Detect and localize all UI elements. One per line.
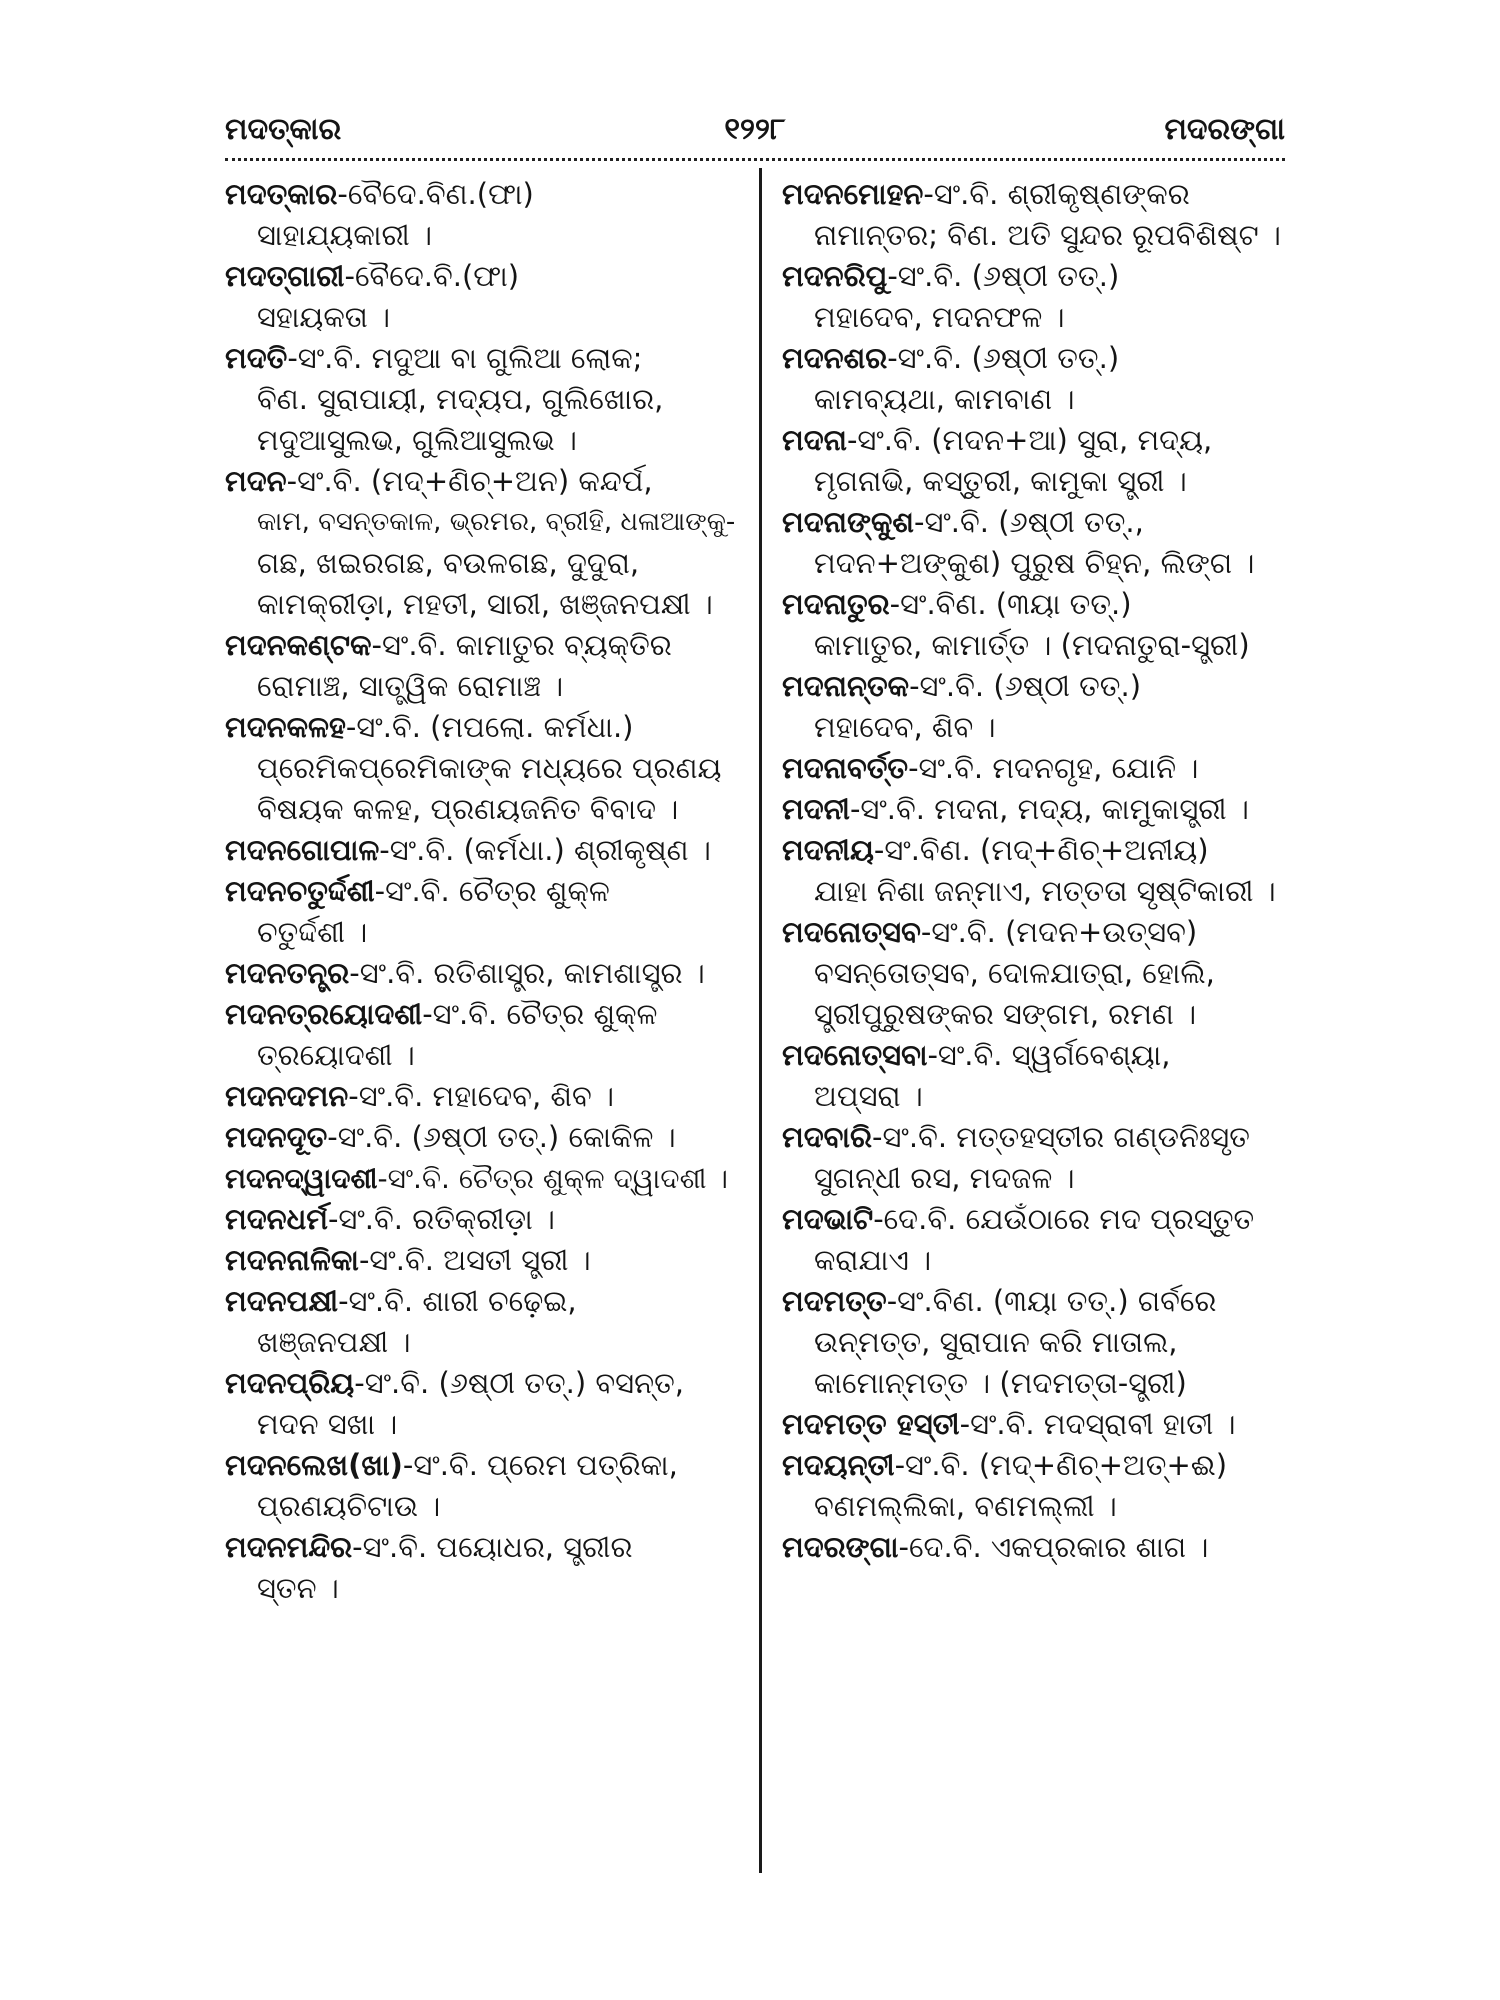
entry-continuation-line xyxy=(225,215,745,256)
dictionary-entry xyxy=(225,256,745,338)
entry-first-line xyxy=(225,1199,745,1240)
entry-definition-text: ତ୍ରୟୋଦଶୀ । xyxy=(257,1038,415,1072)
dictionary-entry xyxy=(782,1281,1287,1404)
dictionary-entry xyxy=(225,953,745,994)
entry-continuation-line xyxy=(225,1322,745,1363)
entry-headword: ମଦତ୍‌ଗାରୀ xyxy=(225,259,345,293)
entry-first-line xyxy=(225,1445,745,1486)
dictionary-entry xyxy=(225,461,745,625)
dictionary-entry xyxy=(225,830,745,871)
entry-definition-text: ମହାଦେବ, ମଦନଫଳ । xyxy=(814,300,1065,334)
dictionary-entry xyxy=(225,1363,745,1445)
entry-first-line xyxy=(225,707,745,748)
dictionary-entry xyxy=(225,1117,745,1158)
entry-first-line xyxy=(782,1035,1287,1076)
dictionary-entry xyxy=(782,1445,1287,1527)
entry-definition-text: -ସଂ.ବି. ପୟୋଧର, ସ୍ତ୍ରୀର xyxy=(352,1530,633,1564)
entry-first-line xyxy=(782,420,1287,461)
entry-definition-text: -ବୈଦେ.ବିଣ.(ଫା) xyxy=(337,177,534,211)
entry-first-line xyxy=(225,174,745,215)
dictionary-entry xyxy=(225,1240,745,1281)
entry-continuation-line xyxy=(225,1404,745,1445)
entry-headword: ମଦନପ୍ରିୟ xyxy=(225,1366,355,1400)
entry-headword: ମଦନରିପୁ xyxy=(782,259,888,293)
entry-first-line xyxy=(782,174,1287,215)
entry-definition-text: ମଦନ+ଅଙ୍କୁଶ) ପୁରୁଷ ଚିହ୍ନ, ଲିଙ୍ଗ । xyxy=(814,546,1255,580)
entry-continuation-line xyxy=(782,953,1287,994)
entry-definition-text: -ସଂ.ବି. (ମଦ୍‌+ଣିଚ୍‌+ଅତ୍‌+ଈ) xyxy=(894,1448,1228,1482)
dictionary-entry xyxy=(225,1445,745,1527)
entry-definition-text: ସହାୟକତା । xyxy=(257,300,391,334)
entry-continuation-line xyxy=(225,666,745,707)
entry-definition-text: ନାମାନ୍ତର; ବିଣ. ଅତି ସୁନ୍ଦର ରୂପବିଶିଷ୍ଟ । xyxy=(814,218,1281,252)
entry-first-line xyxy=(225,625,745,666)
entry-headword: ମଦନକଳହ xyxy=(225,710,346,744)
entry-first-line xyxy=(782,1199,1287,1240)
entry-first-line xyxy=(782,338,1287,379)
dictionary-entry xyxy=(225,707,745,830)
entry-definition-text: ବସନ୍ତୋତ୍ସବ, ଦୋଳଯାତ୍ରା, ହୋଲି, xyxy=(814,956,1215,990)
entry-headword: ମଦନୀୟ xyxy=(782,833,874,867)
dictionary-entry xyxy=(225,994,745,1076)
entry-first-line xyxy=(782,1281,1287,1322)
entry-continuation-line xyxy=(225,748,745,789)
entry-definition-text: -ସଂ.ବିଣ. (ମଦ୍‌+ଣିଚ୍‌+ଅନୀୟ) xyxy=(873,833,1209,867)
entry-definition-text: -ସଂ.ବି. ରତିକ୍ରୀଡ଼ା । xyxy=(327,1202,555,1236)
entry-headword: ମଦନାଙ୍କୁଶ xyxy=(782,505,914,539)
entry-definition-text: ଚତୁର୍ଦ୍ଦଶୀ । xyxy=(257,915,368,949)
entry-headword: ମଦନଚତୁର୍ଦ୍ଦଶୀ xyxy=(225,874,375,908)
entry-definition-text: -ସଂ.ବି. (ମଦନ+ଉତ୍ସବ) xyxy=(920,915,1198,949)
entry-headword: ମଦତ୍‌କାର xyxy=(225,177,338,211)
entry-continuation-line xyxy=(782,1322,1287,1363)
entry-first-line xyxy=(782,1527,1287,1568)
entry-definition-text: ସୁଗନ୍ଧୀ ରସ, ମଦଜଳ । xyxy=(814,1161,1075,1195)
entry-definition-text: -ସଂ.ବି. ଶ୍ରୀକୃଷ୍ଣଙ୍କର xyxy=(923,177,1190,211)
entry-first-line xyxy=(782,584,1287,625)
dictionary-entry xyxy=(782,502,1287,584)
entry-definition-text: -ସଂ.ବି. ଚୈତ୍ର ଶୁକ୍ଳ ଦ୍ୱାଦଶୀ । xyxy=(377,1162,729,1195)
header-dotted-rule xyxy=(225,158,1285,161)
entry-definition-text: ମଦୁଆସୁଲଭ, ଗୁଲିଆସୁଲଭ । xyxy=(257,423,577,457)
entry-definition-text: -ଦେ.ବି. ଯେଉଁଠାରେ ମଦ ପ୍ରସ୍ତୁତ xyxy=(873,1202,1255,1236)
left-column xyxy=(225,174,745,1609)
entry-headword: ମଦତି xyxy=(225,341,288,375)
entry-definition-text: ରୋମାଞ୍ଚ, ସାତ୍ତ୍ୱିକ ରୋମାଞ୍ଚ । xyxy=(257,669,564,703)
entry-headword: ମଦଭାଟି xyxy=(782,1202,874,1236)
entry-definition-text: ମଦନ ସଖା । xyxy=(257,1407,398,1441)
entry-headword: ମଦନାବର୍ତ୍ତ xyxy=(782,751,909,785)
entry-headword: ମଦନନାଳିକା xyxy=(225,1243,359,1277)
dictionary-entry xyxy=(225,871,745,953)
dictionary-entry xyxy=(782,1035,1287,1117)
entry-definition-text: କାମ, ବସନ୍ତକାଳ, ଭ୍ରମର, ବ୍ରୀହି, ଧଳାଆଙ୍କୁ- xyxy=(257,507,736,537)
page-number: ୧୨୨୮ xyxy=(724,112,786,147)
entry-definition-text: କରାଯାଏ । xyxy=(814,1243,932,1277)
dictionary-entry xyxy=(782,830,1287,912)
entry-definition-text: -ସଂ.ବି. ମଦସ୍ରାବୀ ହାତୀ । xyxy=(959,1407,1236,1441)
entry-headword: ମଦନପକ୍ଷୀ xyxy=(225,1284,339,1318)
entry-definition-text: -ସଂ.ବି. ଶାରୀ ଚଢ଼େଇ, xyxy=(338,1284,577,1318)
dictionary-entry xyxy=(782,1199,1287,1281)
entry-first-line xyxy=(782,912,1287,953)
entry-definition-text: -ସଂ.ବି. ମଦନା, ମଦ୍ୟ, କାମୁକାସ୍ତ୍ରୀ । xyxy=(849,792,1249,826)
entry-first-line xyxy=(225,338,745,379)
entry-continuation-line xyxy=(225,420,745,461)
entry-definition-text: ଉନ୍ମତ୍ତ, ସୁରାପାନ କରି ମାତାଲ, xyxy=(814,1325,1178,1359)
dictionary-entry xyxy=(225,338,745,461)
entry-first-line xyxy=(225,830,745,871)
entry-definition-text: -ସଂ.ବି. କାମାତୁର ବ୍ୟକ୍ତିର xyxy=(371,628,672,662)
dictionary-entry xyxy=(782,420,1287,502)
entry-first-line xyxy=(225,256,745,297)
entry-definition-text: -ସଂ.ବି. (୬ଷ୍ଠୀ ତତ୍‌., xyxy=(913,505,1144,539)
entry-first-line xyxy=(225,1527,745,1568)
dictionary-entry xyxy=(782,338,1287,420)
entry-definition-text: -ସଂ.ବି. ମଦନଗୃହ, ଯୋନି । xyxy=(908,751,1199,785)
entry-definition-text: -ସଂ.ବି. (୬ଷ୍ଠୀ ତତ୍‌.) xyxy=(887,259,1120,293)
dictionary-entry xyxy=(225,625,745,707)
entry-definition-text: ମହାଦେବ, ଶିବ । xyxy=(814,710,996,744)
entry-first-line xyxy=(782,1445,1287,1486)
entry-first-line xyxy=(782,666,1287,707)
entry-first-line xyxy=(225,1363,745,1404)
right-guide-word: ମଦରଙ୍ଗା xyxy=(1164,112,1285,147)
entry-definition-text: ସ୍ତନ । xyxy=(257,1571,339,1605)
entry-definition-text: -ସଂ.ବି. (୬ଷ୍ଠୀ ତତ୍‌.) xyxy=(909,669,1142,703)
entry-continuation-line xyxy=(225,379,745,420)
entry-definition-text: -ସଂ.ବି. (ମଦ୍‌+ଣିଚ୍‌+ଅନ) କନ୍ଦର୍ପ, xyxy=(286,464,653,498)
entry-definition-text: ପ୍ରଣୟଚିଟାଉ । xyxy=(257,1489,441,1523)
entry-first-line xyxy=(225,1117,745,1158)
entry-first-line xyxy=(782,1117,1287,1158)
entry-headword: ମଦନଦ୍ୱାଦଶୀ xyxy=(225,1162,378,1195)
entry-continuation-line xyxy=(782,707,1287,748)
entry-definition-text: -ସଂ.ବି. (ମପଲୋ. କର୍ମଧା.) xyxy=(345,710,634,744)
dictionary-entry xyxy=(782,666,1287,748)
dictionary-entry xyxy=(782,789,1287,830)
entry-first-line xyxy=(225,1076,745,1117)
entry-continuation-line xyxy=(782,1076,1287,1117)
entry-definition-text: -ସଂ.ବି. (୬ଷ୍ଠୀ ତତ୍‌.) xyxy=(887,341,1120,375)
entry-continuation-line xyxy=(225,543,745,584)
entry-definition-text: -ସଂ.ବି. (୬ଷ୍ଠୀ ତତ୍‌.) ବସନ୍ତ, xyxy=(354,1366,684,1400)
dictionary-entry xyxy=(225,1158,745,1199)
entry-first-line xyxy=(782,789,1287,830)
entry-first-line xyxy=(782,502,1287,543)
entry-continuation-line xyxy=(782,1240,1287,1281)
entry-headword: ମଦନଗୋପାଳ xyxy=(225,833,380,867)
entry-definition-text: ସ୍ତ୍ରୀପୁରୁଷଙ୍କର ସଙ୍ଗମ, ରମଣ । xyxy=(814,997,1197,1031)
entry-headword: ମଦବାରି xyxy=(782,1120,873,1154)
entry-continuation-line xyxy=(225,912,745,953)
entry-headword: ମଦନାନ୍ତକ xyxy=(782,669,910,703)
entry-headword: ମଦନତ୍ରୟୋଦଶୀ xyxy=(225,997,423,1031)
entry-definition-text: ସାହାଯ୍ୟକାରୀ । xyxy=(257,218,433,252)
entry-definition-text: କାମାତୁର, କାମାର୍ତ୍ତ । (ମଦନାତୁରା-ସ୍ତ୍ରୀ) xyxy=(814,628,1250,662)
entry-definition-text: ପ୍ରେମିକପ୍ରେମିକାଙ୍କ ମଧ୍ୟରେ ପ୍ରଣୟ xyxy=(257,751,722,785)
entry-definition-text: -ସଂ.ବି. (କର୍ମଧା.) ଶ୍ରୀକୃଷ୍ଣ । xyxy=(379,833,711,867)
entry-headword: ମଦନାତୁର xyxy=(782,587,890,621)
entry-continuation-line xyxy=(225,584,745,625)
dictionary-entry xyxy=(782,256,1287,338)
entry-definition-text: -ବୈଦେ.ବି.(ଫା) xyxy=(344,259,520,293)
dictionary-entry xyxy=(225,174,745,256)
entry-headword: ମଦନମନ୍ଦିର xyxy=(225,1530,353,1564)
column-divider xyxy=(759,168,762,1873)
entry-definition-text: -ସଂ.ବିଣ. (୩ୟା ତତ୍‌.) ଗର୍ବରେ xyxy=(886,1284,1217,1318)
entry-continuation-line xyxy=(225,502,745,543)
entry-definition-text: -ଦେ.ବି. ଏକପ୍ରକାର ଶାଗ । xyxy=(898,1530,1209,1564)
entry-definition-text: କାମୋନ୍ମତ୍ତ । (ମଦମତ୍ତା-ସ୍ତ୍ରୀ) xyxy=(814,1366,1187,1400)
entry-definition-text: -ସଂ.ବି. ଚୈତ୍ର ଶୁକ୍ଳ xyxy=(422,997,658,1031)
entry-definition-text: -ସଂ.ବି. ରତିଶାସ୍ତ୍ର, କାମଶାସ୍ତ୍ର । xyxy=(349,956,705,990)
entry-definition-text: ଅପ୍ସରା । xyxy=(814,1079,923,1113)
entry-continuation-line xyxy=(225,1568,745,1609)
dictionary-entry xyxy=(225,1527,745,1609)
entry-first-line xyxy=(225,994,745,1035)
entry-continuation-line xyxy=(782,994,1287,1035)
dictionary-entry xyxy=(225,1076,745,1117)
left-guide-word: ମଦତ୍‌କାର xyxy=(225,112,342,147)
entry-first-line xyxy=(782,830,1287,871)
entry-definition-text: -ସଂ.ବି. ଚୈତ୍ର ଶୁକ୍ଳ xyxy=(374,874,610,908)
entry-continuation-line xyxy=(225,789,745,830)
dictionary-entry xyxy=(782,748,1287,789)
dictionary-entry xyxy=(782,1404,1287,1445)
entry-headword: ମଦରଙ୍ଗା xyxy=(782,1530,899,1564)
entry-continuation-line xyxy=(225,1486,745,1527)
entry-definition-text: ଗଛ, ଖଇରଗଛ, ବଉଳଗଛ, ଦୁଦୁରା, xyxy=(257,546,640,580)
entry-definition-text: ମୃଗନାଭି, କସ୍ତୁରୀ, କାମୁକା ସ୍ତ୍ରୀ । xyxy=(814,464,1187,498)
entry-definition-text: -ସଂ.ବି. ସ୍ୱର୍ଗବେଶ୍ୟା, xyxy=(927,1038,1171,1072)
entry-continuation-line xyxy=(782,1363,1287,1404)
entry-headword: ମଦନଦୂତ xyxy=(225,1120,328,1154)
dictionary-entry xyxy=(782,1117,1287,1199)
entry-definition-text: କାମକ୍ରୀଡ଼ା, ମହତୀ, ସାରୀ, ଖଞ୍ଜନପକ୍ଷୀ । xyxy=(257,587,713,621)
entry-continuation-line xyxy=(782,215,1287,256)
entry-first-line xyxy=(225,953,745,994)
entry-definition-text: -ସଂ.ବି. (୬ଷ୍ଠୀ ତତ୍‌.) କୋକିଳ । xyxy=(327,1120,676,1154)
entry-definition-text: -ସଂ.ବି. ମତ୍ତହସ୍ତୀର ଗଣ୍ଡନିଃସୃତ xyxy=(872,1120,1250,1154)
entry-continuation-line xyxy=(782,297,1287,338)
entry-continuation-line xyxy=(782,379,1287,420)
entry-continuation-line xyxy=(782,1158,1287,1199)
entry-definition-text: -ସଂ.ବି. ମହାଦେବ, ଶିବ । xyxy=(348,1079,615,1113)
entry-continuation-line xyxy=(225,1035,745,1076)
entry-first-line xyxy=(225,1240,745,1281)
entry-headword: ମଦନକଣ୍ଟକ xyxy=(225,628,372,662)
dictionary-entry xyxy=(782,912,1287,1035)
entry-definition-text: କାମବ୍ୟଥା, କାମବାଣ । xyxy=(814,382,1075,416)
entry-definition-text: ବିଷୟକ କଳହ, ପ୍ରଣୟଜନିତ ବିବାଦ । xyxy=(257,792,679,826)
entry-headword: ମଦନୋତ୍ସବା xyxy=(782,1038,928,1072)
entry-first-line xyxy=(782,1404,1287,1445)
entry-definition-text: -ସଂ.ବି. ପ୍ରେମ ପତ୍ରିକା, xyxy=(402,1448,678,1482)
entry-headword: ମଦନା xyxy=(782,423,847,457)
entry-continuation-line xyxy=(225,297,745,338)
entry-first-line xyxy=(225,1158,745,1199)
entry-first-line xyxy=(782,748,1287,789)
entry-first-line xyxy=(225,1281,745,1322)
entry-definition-text: -ସଂ.ବି. ମଦୁଆ ବା ଗୁଲିଆ ଲୋକ; xyxy=(287,341,643,375)
entry-headword: ମଦନତନ୍ତ୍ର xyxy=(225,956,350,990)
entry-continuation-line xyxy=(782,1486,1287,1527)
entry-headword: ମଦନଶର xyxy=(782,341,888,375)
entry-headword: ମଦନଦମନ xyxy=(225,1079,349,1113)
entry-continuation-line xyxy=(782,543,1287,584)
right-column xyxy=(782,174,1287,1568)
entry-definition-text: -ସଂ.ବି. ଅସତୀ ସ୍ତ୍ରୀ । xyxy=(358,1243,591,1277)
entry-definition-text: ବିଣ. ସୁରାପାୟୀ, ମଦ୍ୟପ, ଗୁଲିଖୋର, xyxy=(257,382,664,416)
entry-definition-text: -ସଂ.ବି. (ମଦନ+ଆ) ସୁରା, ମଦ୍ୟ, xyxy=(846,423,1213,457)
entry-definition-text: ଯାହା ନିଶା ଜନ୍ମାଏ, ମତ୍ତତା ସୃଷ୍ଟିକାରୀ । xyxy=(814,874,1276,908)
entry-continuation-line xyxy=(782,871,1287,912)
entry-headword: ମଦନ xyxy=(225,464,287,498)
entry-first-line xyxy=(782,256,1287,297)
entry-headword: ମଦମତ୍ତ xyxy=(782,1284,887,1318)
entry-headword: ମଦୟନ୍ତୀ xyxy=(782,1448,895,1482)
dictionary-entry xyxy=(225,1199,745,1240)
entry-definition-text: -ସଂ.ବିଣ. (୩ୟା ତତ୍‌.) xyxy=(889,587,1132,621)
dictionary-entry xyxy=(782,1527,1287,1568)
entry-definition-text: ବଣମଲ୍ଲିକା, ବଣମଲ୍ଲୀ । xyxy=(814,1489,1117,1523)
entry-headword: ମଦନଧର୍ମ xyxy=(225,1202,328,1236)
entry-first-line xyxy=(225,871,745,912)
entry-first-line xyxy=(225,461,745,502)
dictionary-entry xyxy=(782,584,1287,666)
entry-definition-text: ଖଞ୍ଜନପକ୍ଷୀ । xyxy=(257,1325,411,1359)
dictionary-entry xyxy=(782,174,1287,256)
dictionary-entry xyxy=(225,1281,745,1363)
page-header xyxy=(225,108,1285,158)
entry-continuation-line xyxy=(782,625,1287,666)
entry-headword: ମଦନମୋହନ xyxy=(782,177,924,211)
entry-headword: ମଦମତ୍ତ ହସ୍ତୀ xyxy=(782,1407,960,1441)
entry-headword: ମଦନୀ xyxy=(782,792,850,826)
entry-headword: ମଦନଲେଖ(ଖା) xyxy=(225,1448,403,1482)
entry-continuation-line xyxy=(782,461,1287,502)
entry-headword: ମଦନୋତ୍ସବ xyxy=(782,915,921,949)
